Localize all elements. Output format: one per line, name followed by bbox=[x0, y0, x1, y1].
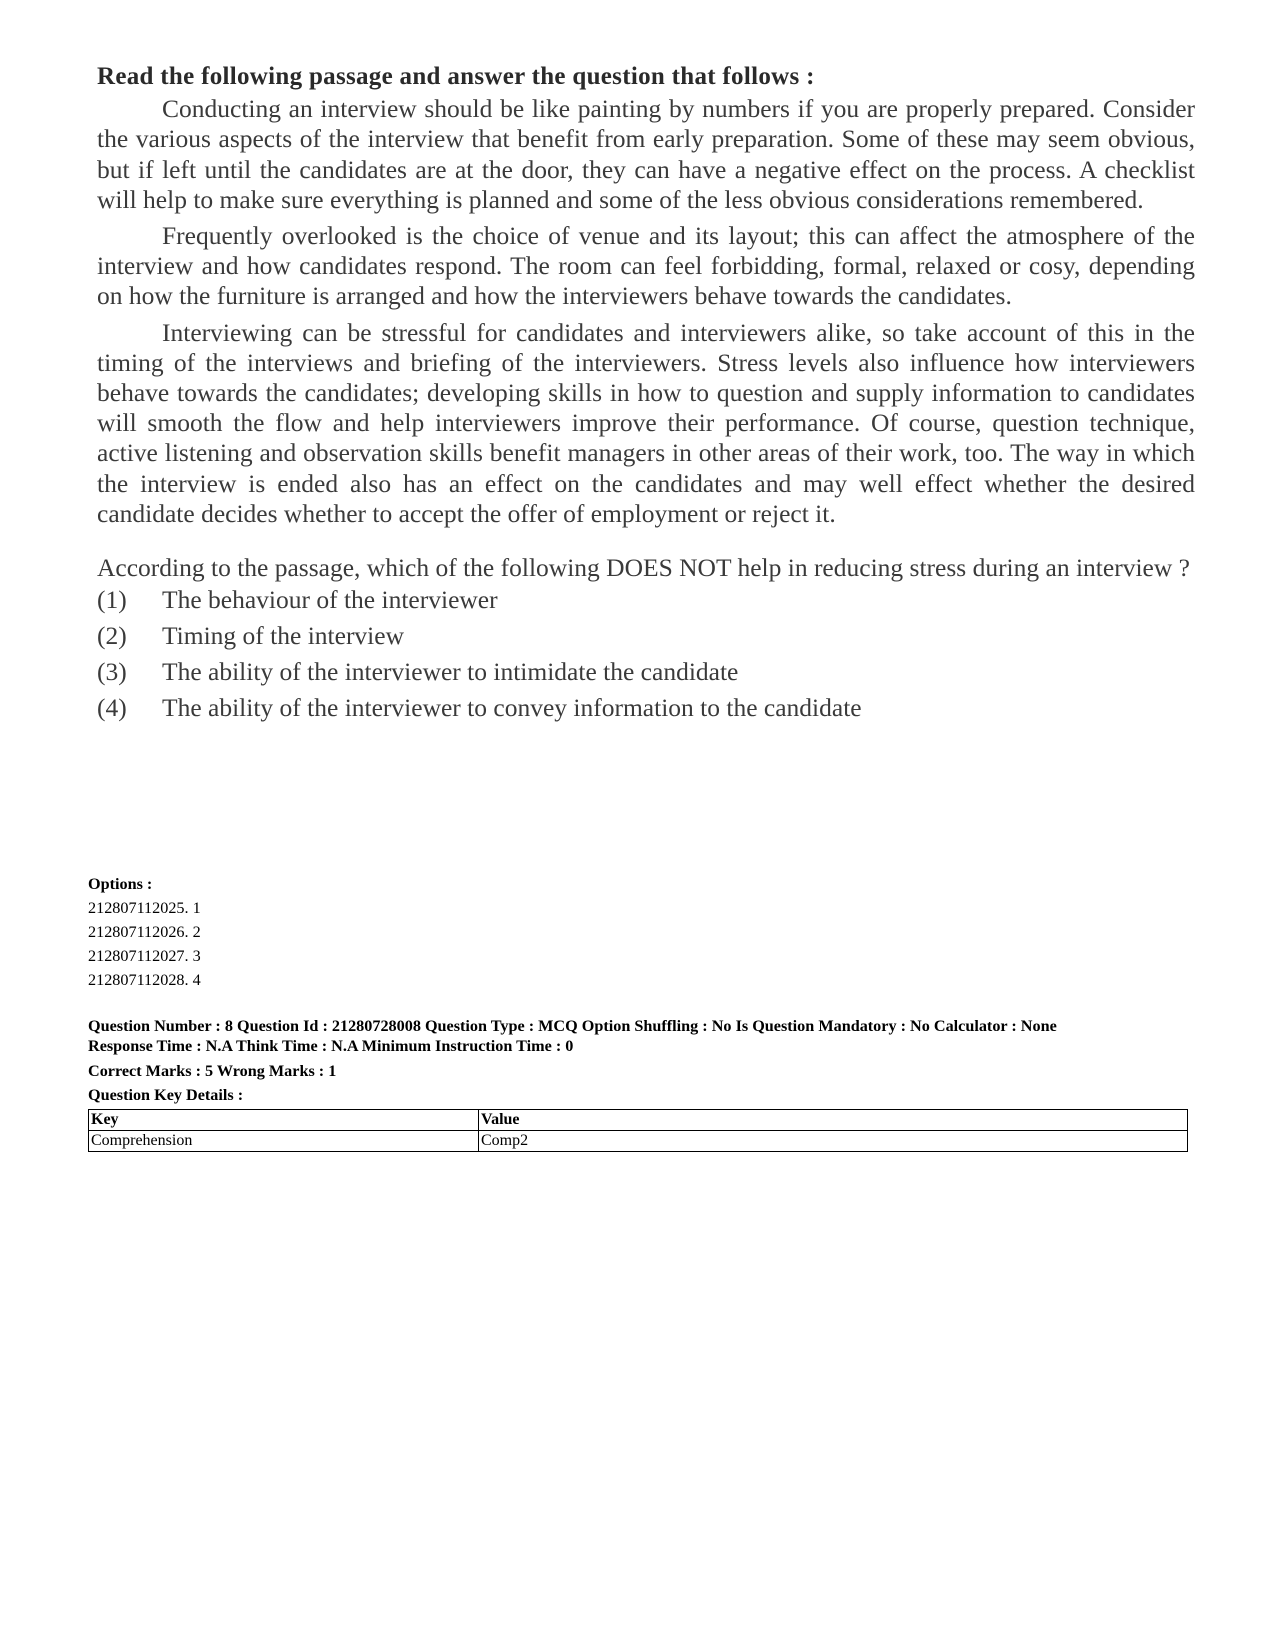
scanned-question-block bbox=[97, 62, 1195, 729]
option-id-item: 212807112026. 2 bbox=[88, 923, 201, 941]
key-details-table bbox=[88, 1109, 1188, 1152]
option-id-item: 212807112025. 1 bbox=[88, 899, 201, 917]
choice-text: The ability of the interviewer to intimidate the candidate bbox=[162, 657, 739, 687]
table-cell: Comprehension bbox=[89, 1131, 479, 1152]
choice-number: (2) bbox=[97, 621, 127, 651]
question-timing-line: Response Time : N.A Think Time : N.A Minimum Instruction Time : 0 bbox=[88, 1037, 574, 1055]
choice-number: (4) bbox=[97, 693, 127, 723]
question-metadata bbox=[88, 872, 1198, 1152]
option-id-item: 212807112028. 4 bbox=[88, 971, 201, 989]
key-details-label: Question Key Details : bbox=[88, 1086, 244, 1104]
choice-text: The ability of the interviewer to convey information to the candidate bbox=[162, 693, 862, 723]
table-cell: Comp2 bbox=[479, 1131, 1188, 1152]
table-header-row bbox=[89, 1110, 1188, 1131]
question-info-line: Question Number : 8 Question Id : 21280728008 Question Type : MCQ Option Shuffling : No Is Question Mandatory : No Calculator : None bbox=[88, 1017, 1057, 1035]
table-header-cell: Key bbox=[89, 1110, 479, 1131]
answer-choice bbox=[97, 657, 1195, 687]
choice-number: (3) bbox=[97, 657, 127, 687]
passage-paragraph: Conducting an interview should be like painting by numbers if you are properly prepared. Consider the various aspects of the interview that benefit from early preparation. Some of these may seem obvious, but if left until the candidates are at the door, they can have a negative effect on the process. A checklist will help to make sure everything is planned and some of the less obvious considerations remembered. bbox=[97, 94, 1195, 214]
choice-text: The behaviour of the interviewer bbox=[162, 585, 498, 615]
table-row bbox=[89, 1131, 1188, 1152]
question-text: According to the passage, which of the following DOES NOT help in reducing stress during an interview ? bbox=[97, 553, 1190, 583]
options-label: Options : bbox=[88, 875, 153, 893]
passage-heading: Read the following passage and answer the question that follows : bbox=[97, 63, 815, 90]
passage-paragraph: Frequently overlooked is the choice of venue and its layout; this can affect the atmosphere of the interview and how candidates respond. The room can feel forbidding, formal, relaxed or cosy, depending on how the furniture is arranged and how the interviewers behave towards the candidates. bbox=[97, 221, 1195, 311]
answer-choice bbox=[97, 693, 1195, 723]
table-header-cell: Value bbox=[479, 1110, 1188, 1131]
choice-text: Timing of the interview bbox=[162, 621, 405, 651]
option-id-item: 212807112027. 3 bbox=[88, 947, 201, 965]
answer-choice bbox=[97, 585, 1195, 615]
passage-paragraph: Interviewing can be stressful for candidates and interviewers alike, so take account of this in the timing of the interviews and briefing of the interviewers. Stress levels also influence how interviewers behave towards the candidates; developing skills in how to question and supply information to candidates will smooth the flow and help interviewers improve their performance. Of course, question technique, active listening and observation skills benefit managers in other areas of their work, too. The way in which the interview is ended also has an effect on the candidates and may well effect whether the desired candidate decides whether to accept the offer of employment or reject it. bbox=[97, 317, 1195, 528]
choice-number: (1) bbox=[97, 585, 127, 615]
marks-line: Correct Marks : 5 Wrong Marks : 1 bbox=[88, 1062, 337, 1080]
option-id-list bbox=[88, 896, 1198, 992]
answer-choice bbox=[97, 621, 1195, 651]
